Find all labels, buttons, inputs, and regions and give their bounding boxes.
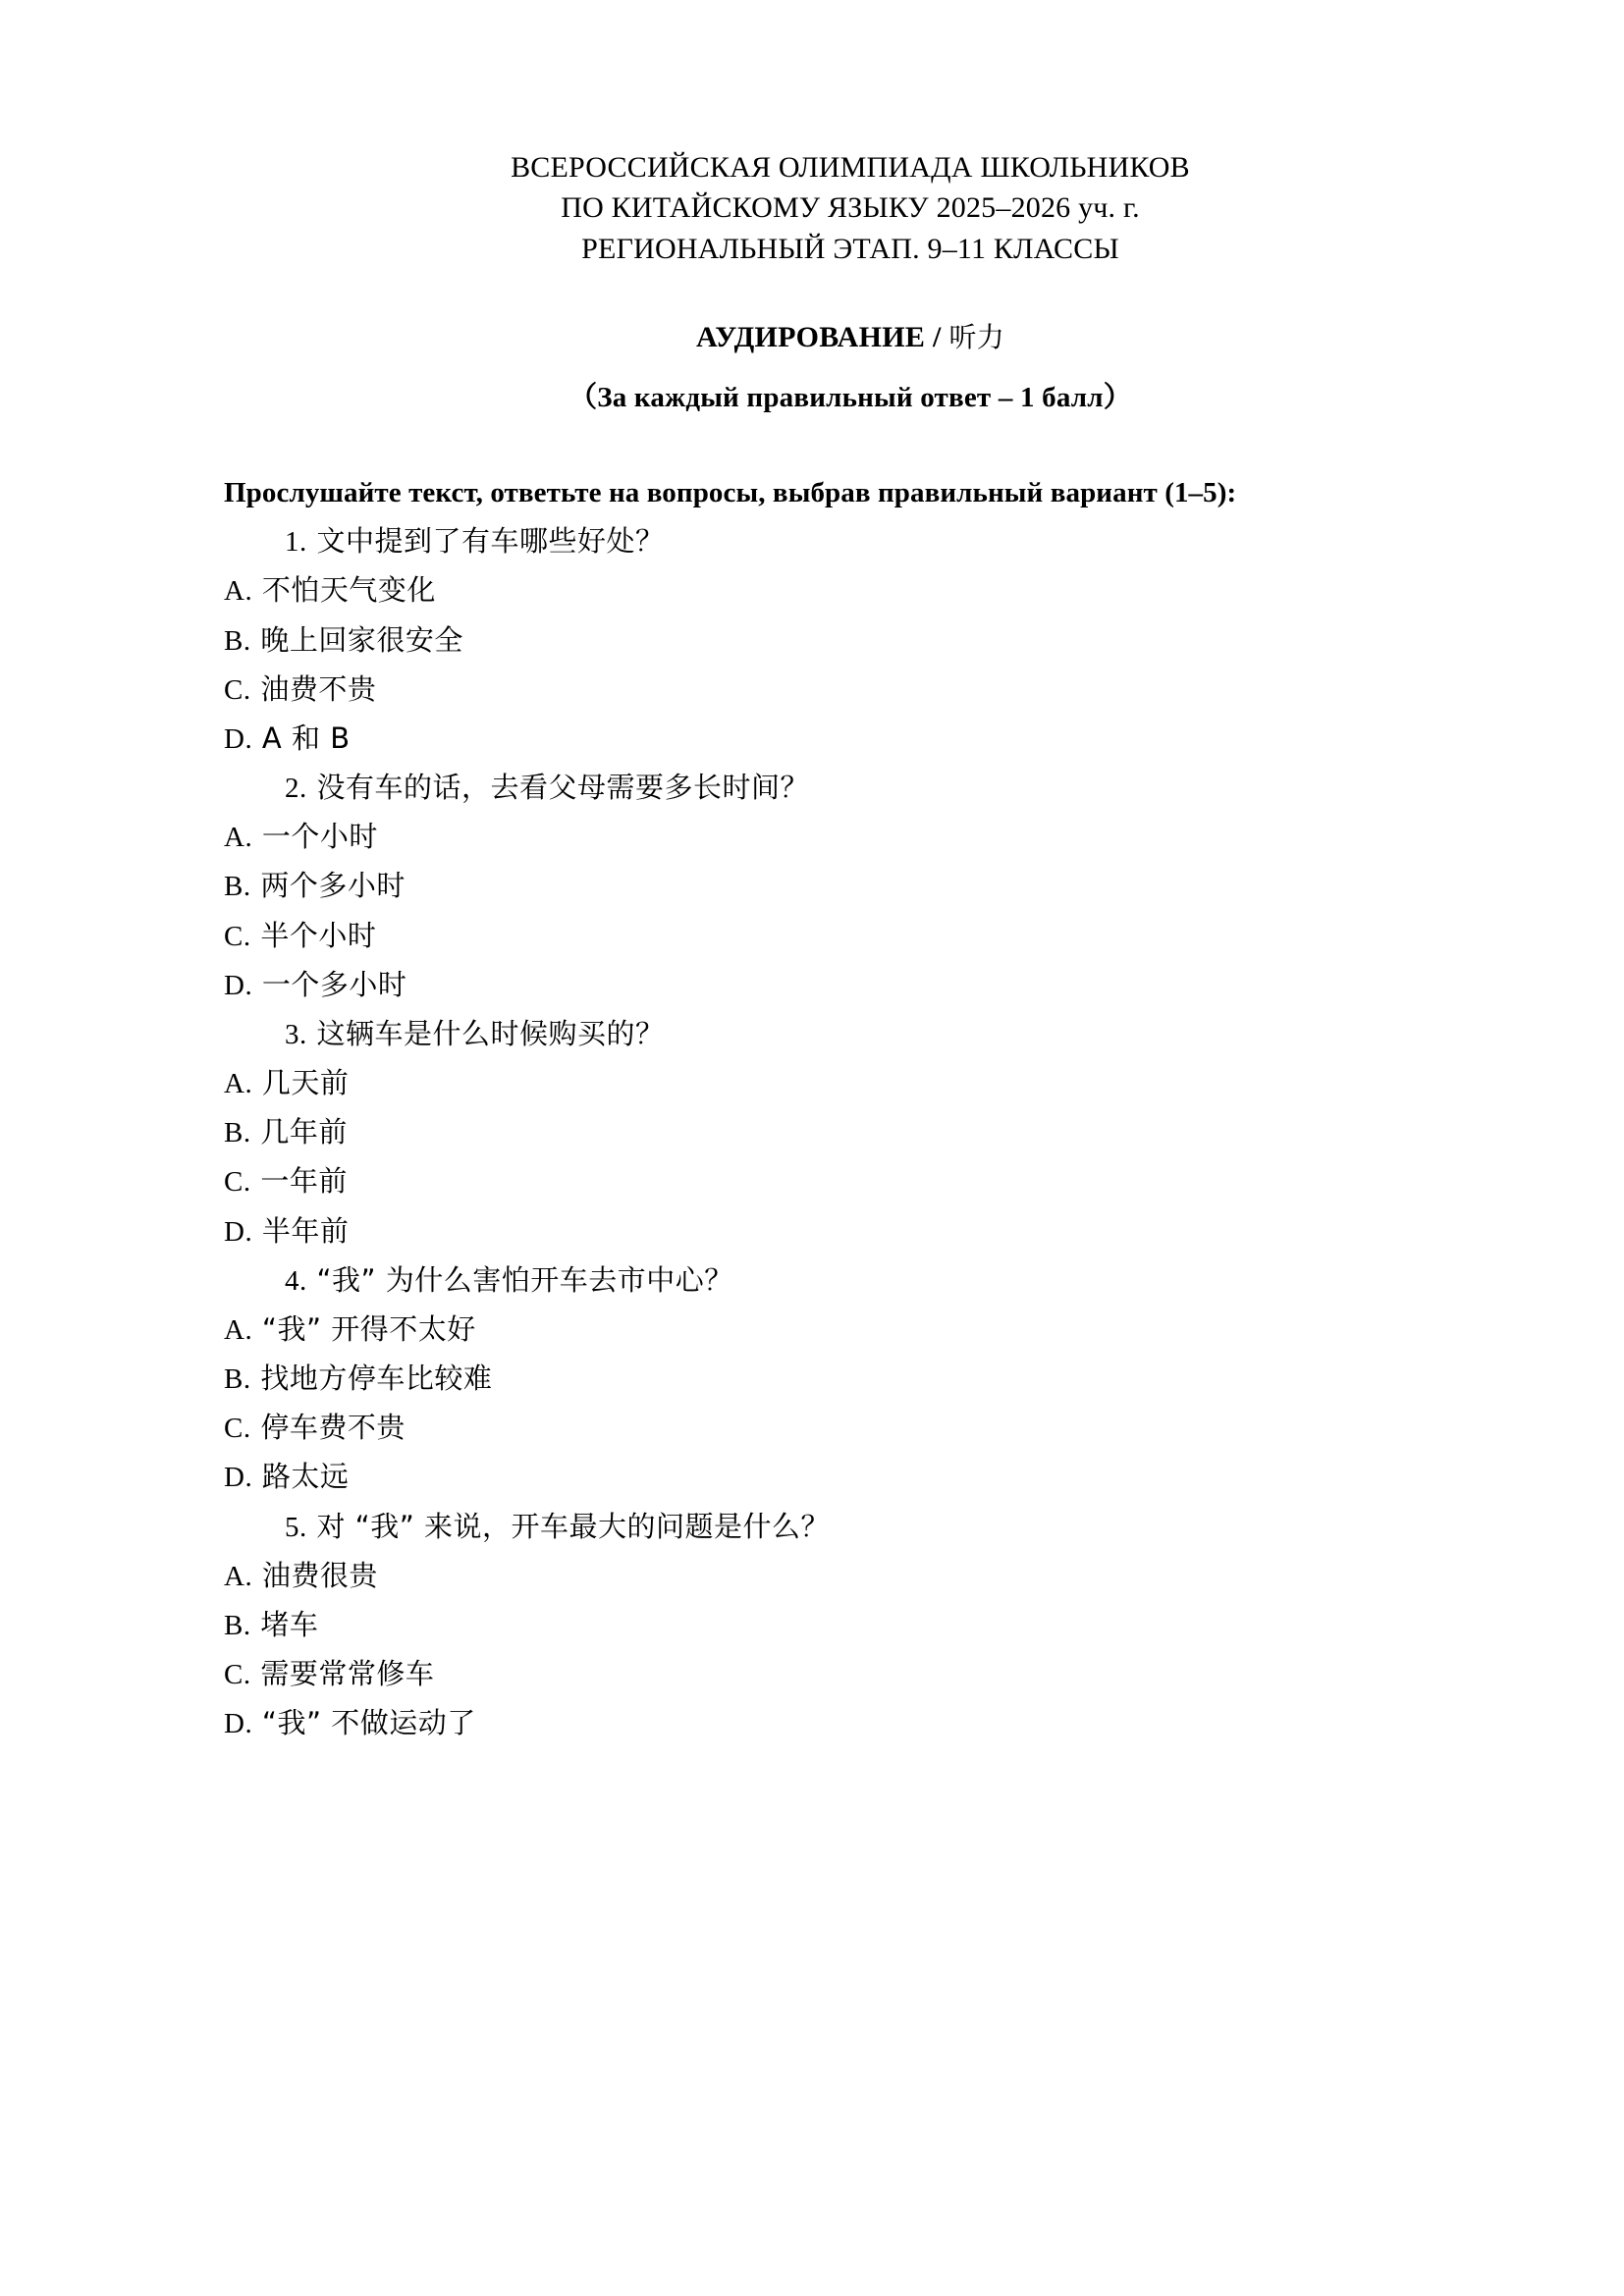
option-text: 堵车 [260, 1608, 319, 1641]
option-text: 需要常常修车 [260, 1657, 435, 1691]
option-letter: A. [224, 575, 253, 608]
option-letter: D. [224, 1462, 253, 1494]
option-text: “我” 开得不太好 [261, 1311, 476, 1346]
option-letter: A. [224, 822, 253, 854]
option-letter: C. [224, 1659, 251, 1691]
option-letter: A. [224, 1560, 253, 1592]
option-row[interactable] [224, 1359, 1477, 1400]
option-row[interactable] [224, 1309, 1477, 1351]
option-row[interactable] [224, 669, 1477, 711]
question-number: 4. [285, 1264, 307, 1297]
question-text: 这辆车是什么时候购买的？ [316, 1016, 665, 1050]
option-text: 找地方停车比较难 [260, 1362, 493, 1396]
option-text: “我” 不做运动了 [261, 1706, 476, 1740]
option-letter: B. [224, 1363, 251, 1396]
question-text: 文中提到了有车哪些好处？ [316, 524, 665, 559]
option-row[interactable] [224, 719, 1477, 760]
option-row[interactable] [224, 1703, 1477, 1744]
option-letter: D. [224, 969, 253, 1001]
option-row[interactable] [224, 570, 1477, 612]
option-row[interactable] [224, 1408, 1477, 1449]
question-list [224, 521, 1477, 1744]
question-text: “我” 为什么害怕开车去市中心？ [316, 1262, 733, 1297]
question-stem [224, 1014, 1477, 1055]
option-row[interactable] [224, 620, 1477, 662]
header-line-1: ВСЕРОССИЙСКАЯ ОЛИМПИАДА ШКОЛЬНИКОВ [511, 151, 1190, 184]
section-title [224, 316, 1477, 355]
option-row[interactable] [224, 1654, 1477, 1695]
question-text: 对 “我” 来说，开车最大的问题是什么？ [316, 1509, 830, 1543]
option-letter: C. [224, 920, 251, 952]
option-letter: B. [224, 1610, 251, 1641]
option-row[interactable] [224, 1161, 1477, 1202]
option-text: 几天前 [261, 1066, 350, 1100]
option-row[interactable] [224, 866, 1477, 907]
option-row[interactable] [224, 1457, 1477, 1498]
option-text: 油费很贵 [261, 1558, 378, 1592]
option-letter: C. [224, 673, 251, 706]
question-stem [224, 1260, 1477, 1302]
option-letter: D. [224, 1215, 253, 1248]
section-subtitle: （За каждый правильный ответ – 1 балл） [568, 382, 1132, 414]
option-row[interactable] [224, 1112, 1477, 1153]
option-text: 几年前 [260, 1115, 348, 1149]
question-item [224, 1260, 1477, 1499]
option-row[interactable] [224, 916, 1477, 957]
question-number: 5. [285, 1511, 307, 1543]
question-number: 1. [285, 526, 307, 559]
option-letter: C. [224, 1166, 251, 1199]
header-line-3: РЕГИОНАЛЬНЫЙ ЭТАП. 9–11 КЛАССЫ [581, 232, 1119, 265]
question-item [224, 521, 1477, 760]
option-letter: B. [224, 1117, 251, 1149]
option-row[interactable] [224, 1211, 1477, 1253]
question-stem [224, 1507, 1477, 1548]
option-letter: D. [224, 722, 253, 755]
option-row[interactable] [224, 1605, 1477, 1646]
option-letter: C. [224, 1413, 251, 1445]
instruction-text: Прослушайте текст, ответьте на вопросы, выбрав правильный вариант (1–5): [224, 477, 1237, 509]
option-row[interactable] [224, 1556, 1477, 1597]
question-stem [224, 521, 1477, 562]
option-letter: B. [224, 624, 251, 657]
option-letter: B. [224, 871, 251, 903]
option-text: 晚上回家很安全 [260, 622, 463, 657]
option-row[interactable] [224, 1063, 1477, 1104]
option-text: 不怕天气变化 [261, 573, 436, 608]
option-letter: D. [224, 1708, 253, 1740]
option-text: 停车费不贵 [260, 1411, 406, 1445]
option-text: 一年前 [260, 1164, 348, 1199]
option-text: A 和 B [261, 721, 351, 755]
option-letter: A. [224, 1068, 253, 1100]
option-row[interactable] [224, 965, 1477, 1006]
question-number: 3. [285, 1018, 307, 1050]
option-letter: A. [224, 1313, 253, 1346]
document-header [224, 147, 1477, 269]
section-title-ru: АУДИРОВАНИЕ / [695, 321, 949, 354]
question-stem [224, 768, 1477, 809]
option-text: 两个多小时 [260, 869, 406, 903]
option-text: 半个小时 [260, 918, 377, 952]
option-row[interactable] [224, 817, 1477, 858]
option-text: 半年前 [261, 1213, 350, 1248]
section-title-cjk: 听力 [948, 321, 1005, 354]
question-item [224, 768, 1477, 1006]
option-text: 一个多小时 [261, 967, 407, 1001]
question-item [224, 1014, 1477, 1253]
option-text: 路太远 [261, 1460, 350, 1494]
option-text: 油费不贵 [260, 671, 377, 706]
header-line-2: ПО КИТАЙСКОМУ ЯЗЫКУ 2025–2026 уч. г. [561, 191, 1140, 225]
question-text: 没有车的话，去看父母需要多长时间？ [316, 771, 809, 805]
question-item [224, 1507, 1477, 1745]
question-number: 2. [285, 773, 307, 805]
option-text: 一个小时 [261, 820, 378, 854]
